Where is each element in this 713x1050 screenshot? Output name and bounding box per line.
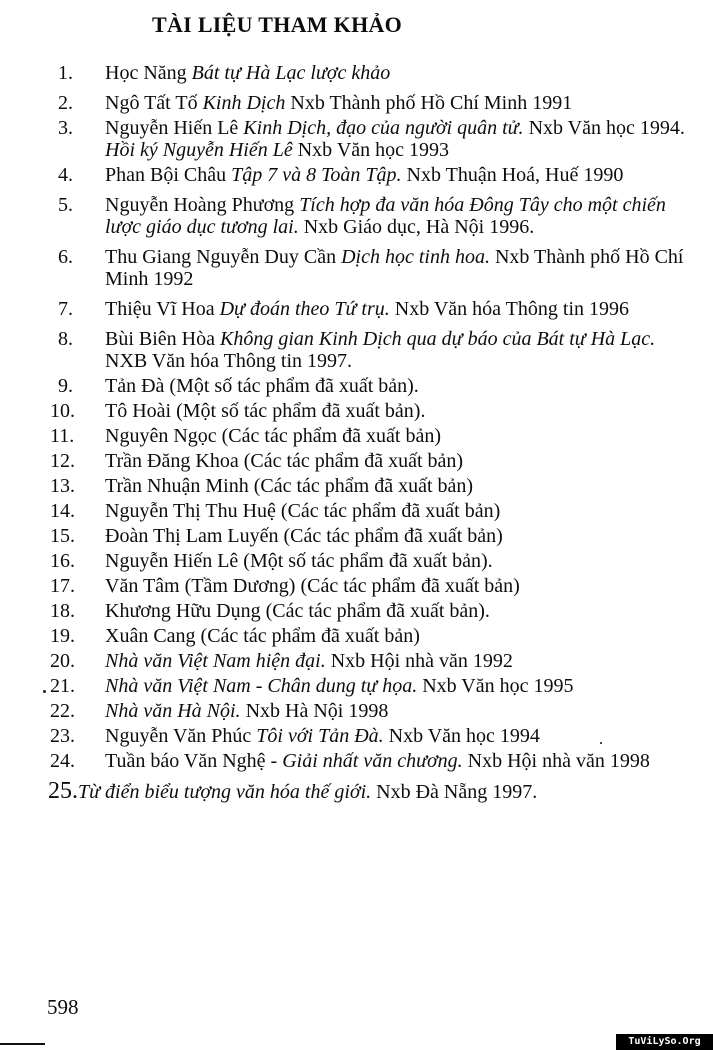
reference-number: 17. (50, 575, 75, 597)
scan-speck (43, 690, 46, 693)
reference-number: 13. (50, 475, 75, 497)
reference-item: 16. Nguyễn Hiến Lê (Một số tác phẩm đã xuất bản). (50, 550, 493, 572)
reference-number: 19. (50, 625, 75, 647)
reference-item: 12. Trần Đăng Khoa (Các tác phẩm đã xuất bản) (50, 450, 464, 472)
reference-number: 7. (58, 298, 73, 320)
reference-item: 15. Đoàn Thị Lam Luyến (Các tác phẩm đã xuất bản) (50, 525, 503, 547)
reference-item: 24. Tuần báo Văn Nghệ - Giải nhất văn chương. Nxb Hội nhà văn 1998 (50, 750, 650, 772)
reference-item: 3. Nguyễn Hiến Lê Kinh Dịch, đạo của người quân tử. Nxb Văn học 1994. Hồi ký Nguyễn Hiến Lê Nxb Văn học 1993 (58, 117, 685, 161)
page-number: 598 (47, 995, 79, 1019)
reference-number: 11. (50, 425, 75, 447)
reference-number: 14. (50, 500, 75, 522)
reference-number: 25. (48, 778, 78, 804)
reference-number: 16. (50, 550, 75, 572)
reference-item: 5. Nguyễn Hoàng Phương Tích hợp đa văn hóa Đông Tây cho một chiến lược giáo dục tương lai. Nxb Giáo dục, Hà Nội 1996. (58, 194, 666, 238)
reference-item: 21. Nhà văn Việt Nam - Chân dung tự họa. Nxb Văn học 1995 (50, 675, 574, 697)
reference-item: 2. Ngô Tất Tố Kinh Dịch Nxb Thành phố Hồ Chí Minh 1991 (58, 92, 573, 114)
reference-item: 11. Nguyên Ngọc (Các tác phẩm đã xuất bản) (50, 425, 441, 447)
reference-item: 8. Bùi Biên Hòa Không gian Kinh Dịch qua dự báo của Bát tự Hà Lạc. NXB Văn hóa Thông tin 1997. (58, 328, 656, 372)
reference-item: 10. Tô Hoài (Một số tác phẩm đã xuất bản). (50, 400, 426, 422)
reference-item: 4. Phan Bội Châu Tập 7 và 8 Toàn Tập. Nxb Thuận Hoá, Huế 1990 (58, 164, 624, 186)
scan-speck (600, 742, 602, 744)
reference-item: 20. Nhà văn Việt Nam hiện đại. Nxb Hội nhà văn 1992 (50, 650, 513, 672)
reference-number: 8. (58, 328, 73, 350)
reference-item: 22. Nhà văn Hà Nội. Nxb Hà Nội 1998 (50, 700, 389, 722)
reference-number: 21. (50, 675, 75, 697)
reference-number: 6. (58, 246, 73, 268)
reference-item: 13. Trần Nhuận Minh (Các tác phẩm đã xuất bản) (50, 475, 474, 497)
reference-number: 22. (50, 700, 75, 722)
reference-number: 18. (50, 600, 75, 622)
reference-item: 25.Từ điển biểu tượng văn hóa thế giới. Nxb Đà Nẵng 1997. (48, 778, 538, 804)
corner-rule (0, 1043, 45, 1045)
reference-item: 6. Thu Giang Nguyễn Duy Cần Dịch học tinh hoa. Nxb Thành phố Hồ Chí Minh 1992 (58, 246, 684, 290)
site-watermark: TuViLySo.Org (616, 1034, 713, 1050)
reference-item: 19. Xuân Cang (Các tác phẩm đã xuất bản) (50, 625, 420, 647)
reference-item: 14. Nguyễn Thị Thu Huệ (Các tác phẩm đã xuất bản) (50, 500, 501, 522)
reference-number: 12. (50, 450, 75, 472)
reference-number: 10. (50, 400, 75, 422)
reference-item: 1. Học Năng Bát tự Hà Lạc lược khảo (58, 62, 391, 84)
reference-number: 1. (58, 62, 73, 84)
reference-number: 15. (50, 525, 75, 547)
reference-item: 9. Tản Đà (Một số tác phẩm đã xuất bản). (58, 375, 419, 397)
reference-number: 2. (58, 92, 73, 114)
reference-list (0, 62, 713, 811)
reference-item: 23. Nguyễn Văn Phúc Tôi với Tản Đà. Nxb Văn học 1994 (50, 725, 540, 747)
reference-item: 7. Thiệu Vĩ Hoa Dự đoán theo Tứ trụ. Nxb Văn hóa Thông tin 1996 (58, 298, 630, 320)
reference-number: 20. (50, 650, 75, 672)
reference-number: 4. (58, 164, 73, 186)
page-title: TÀI LIỆU THAM KHẢO (152, 12, 403, 37)
reference-item: 17. Văn Tâm (Tầm Dương) (Các tác phẩm đã xuất bản) (50, 575, 520, 597)
reference-number: 3. (58, 117, 73, 139)
reference-item: 18. Khương Hữu Dụng (Các tác phẩm đã xuất bản). (50, 600, 490, 622)
reference-number: 24. (50, 750, 75, 772)
reference-number: 9. (58, 375, 73, 397)
reference-number: 5. (58, 194, 73, 216)
reference-number: 23. (50, 725, 75, 747)
